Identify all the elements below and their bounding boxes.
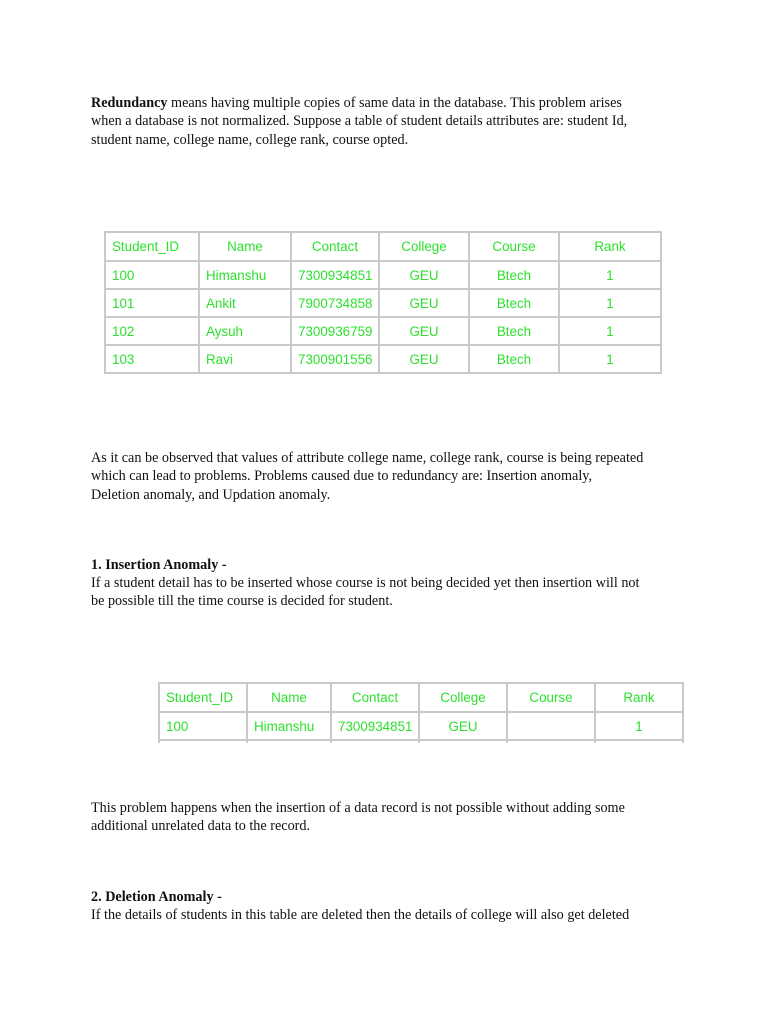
header-contact: Contact [291, 232, 379, 261]
header-course: Course [507, 683, 595, 712]
insertion-note-paragraph [91, 799, 691, 836]
cell-contact: 7300901556 [291, 345, 379, 373]
cell-rank: 1 [595, 712, 683, 740]
insertion-note-line-1: This problem happens when the insertion of a data record is not possible without adding some [91, 800, 625, 816]
deletion-anomaly-paragraph [91, 906, 691, 924]
cell-course: Btech [469, 317, 559, 345]
header-name: Name [199, 232, 291, 261]
insertion-anomaly-paragraph [91, 574, 691, 611]
header-college: College [379, 232, 469, 261]
cell-contact: 7900734858 [291, 289, 379, 317]
cell-student-id: 102 [105, 317, 199, 345]
table-row [105, 261, 661, 289]
cell-name: Ravi [199, 345, 291, 373]
intro-line-1-text: means having multiple copies of same data in the database. This problem arises [167, 95, 622, 111]
cell-contact: 7300936759 [291, 317, 379, 345]
insertion-line-1: If a student detail has to be inserted whose course is not being decided yet then insertion will not [91, 575, 640, 591]
redundancy-term: Redundancy [91, 95, 168, 111]
table-header-row [159, 683, 683, 712]
cell-course: Btech [469, 261, 559, 289]
cell-name: Himanshu [247, 712, 331, 740]
observation-line-1: As it can be observed that values of attribute college name, college rank, course is being repeated [91, 450, 644, 466]
cell-course [507, 712, 595, 740]
intro-paragraph [91, 94, 691, 149]
header-college: College [419, 683, 507, 712]
header-student-id: Student_ID [105, 232, 199, 261]
header-rank: Rank [559, 232, 661, 261]
cell-student-id: 101 [105, 289, 199, 317]
cell-name: Aysuh [199, 317, 291, 345]
table-header-row [105, 232, 661, 261]
intro-line-1 [91, 95, 622, 111]
table-row [105, 345, 661, 373]
cell-student-id: 100 [159, 712, 247, 740]
observation-line-3: Deletion anomaly, and Updation anomaly. [91, 486, 331, 503]
cell-college: GEU [419, 712, 507, 740]
header-name: Name [247, 683, 331, 712]
table-row [105, 317, 661, 345]
cell-contact: 7300934851 [291, 261, 379, 289]
cell-college: GEU [379, 289, 469, 317]
table-cut-off-row [159, 740, 683, 743]
deletion-anomaly-heading: 2. Deletion Anomaly - [91, 889, 222, 905]
header-course: Course [469, 232, 559, 261]
cell-rank: 1 [559, 261, 661, 289]
header-student-id: Student_ID [159, 683, 247, 712]
header-rank: Rank [595, 683, 683, 712]
cell-college: GEU [379, 317, 469, 345]
intro-line-2: when a database is not normalized. Suppose a table of student details attributes are: student Id, [91, 113, 628, 130]
table-row [105, 289, 661, 317]
cell-college: GEU [379, 345, 469, 373]
insertion-anomaly-heading: 1. Insertion Anomaly - [91, 557, 227, 573]
student-details-table [104, 231, 662, 374]
table-row [159, 712, 683, 740]
insertion-example-table [158, 682, 684, 743]
cell-course: Btech [469, 345, 559, 373]
cell-college: GEU [379, 261, 469, 289]
intro-line-3: student name, college name, college rank, course opted. [91, 131, 409, 148]
cell-rank: 1 [559, 289, 661, 317]
observation-paragraph [91, 449, 691, 504]
cell-student-id: 103 [105, 345, 199, 373]
cell-course: Btech [469, 289, 559, 317]
cell-contact: 7300934851 [331, 712, 419, 740]
cell-rank: 1 [559, 317, 661, 345]
cell-name: Ankit [199, 289, 291, 317]
cell-student-id: 100 [105, 261, 199, 289]
observation-line-2: which can lead to problems. Problems caused due to redundancy are: Insertion anomaly, [91, 468, 593, 485]
cell-rank: 1 [559, 345, 661, 373]
insertion-line-2: be possible till the time course is decided for student. [91, 593, 393, 610]
cell-name: Himanshu [199, 261, 291, 289]
insertion-note-line-2: additional unrelated data to the record. [91, 818, 311, 835]
deletion-line-1: If the details of students in this table are deleted then the details of college will also get deleted [91, 907, 630, 923]
header-contact: Contact [331, 683, 419, 712]
